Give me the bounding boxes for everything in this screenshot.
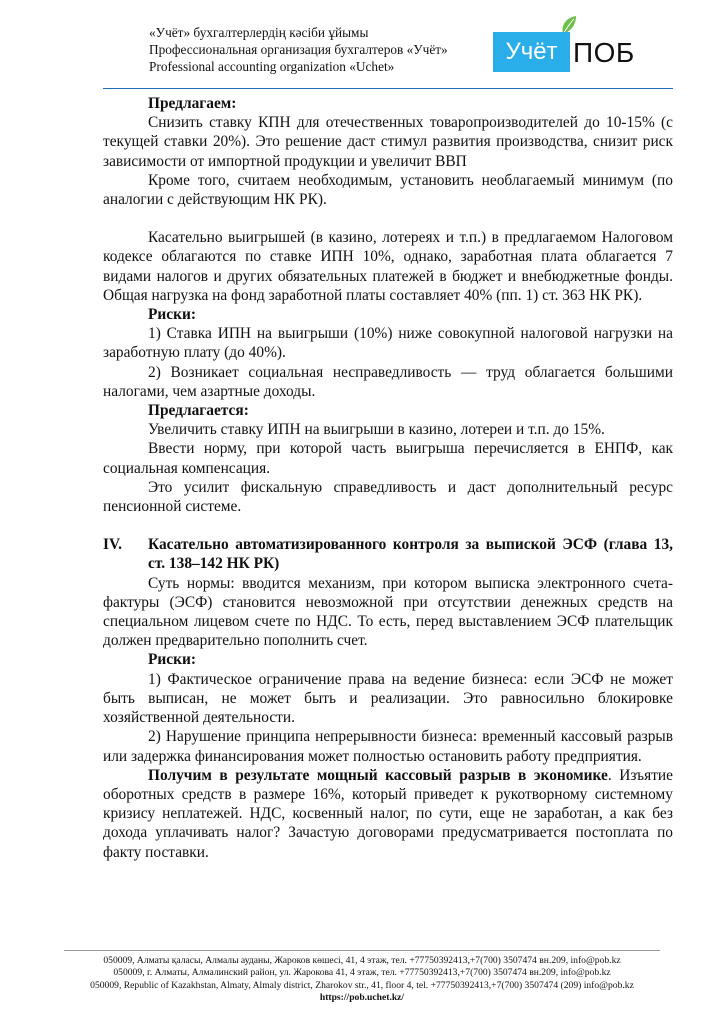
letterhead xyxy=(149,24,499,75)
header-divider xyxy=(103,88,673,89)
company-logo xyxy=(493,14,655,74)
proposal-item: Это усилит фискальную справедливость и даст дополнительный ресурс пенсионной системе. xyxy=(103,478,673,516)
logo-pob-label: ПОБ xyxy=(573,37,635,68)
footer-address-russian: 050009, г. Алматы, Алмалинский район, ул. Жарокова 41, 4 этаж, тел. +77750392413,+7(700) 3507474 вн.209, info@pob.kz xyxy=(113,967,611,979)
footer xyxy=(0,955,724,1004)
proposed-heading: Предлагается: xyxy=(148,402,249,420)
footer-divider xyxy=(64,950,660,951)
spacer xyxy=(103,516,673,535)
footer-website-link[interactable]: https://pob.uchet.kz/ xyxy=(319,991,405,1003)
conclusion-bold: Получим в результате мощный кассовый разрыв в экономике xyxy=(148,766,608,784)
essence-paragraph: Суть нормы: вводится механизм, при котором выписка электронного счета-фактуры (ЭСФ) становится невозможной при отсутствии денежных средств на специальном лицевом счете по НДС. То есть, перед выставлением ЭСФ плательщик должен предварительно пополнить счет. xyxy=(103,574,673,650)
org-name-english: Professional accounting organization «Uchet» xyxy=(149,59,395,74)
risks-heading: Риски: xyxy=(148,651,196,669)
conclusion-paragraph xyxy=(103,766,673,862)
section-title: Касательно автоматизированного контроля за выпиской ЭСФ (глава 13, ст. 138–142 НК РК) xyxy=(148,536,673,573)
section-number: IV. xyxy=(103,536,122,554)
proposal-heading: Предлагаем: xyxy=(148,95,237,112)
proposal-item: Увеличить ставку ИПН на выигрыши в казино, лотереи и т.п. до 15%. xyxy=(148,421,605,439)
org-name-kazakh: «Учёт» бухгалтерлердің кәсіби ұйымы xyxy=(149,25,369,40)
org-name-russian: Профессиональная организация бухгалтеров «Учёт» xyxy=(149,42,448,57)
footer-address-kazakh: 050009, Алматы қаласы, Алмалы ауданы, Жароков көшесі, 41, 4 этаж, тел. +77750392413,+7(700) 3507474 вн.209, info@pob.kz xyxy=(103,955,621,966)
section-heading xyxy=(103,535,673,573)
risk-item: 1) Фактическое ограничение права на ведение бизнеса: если ЭСФ не может быть выписан, не может быть и реализации. Это равносильно блокировке хозяйственной деятельности. xyxy=(103,670,673,727)
proposal-text: Снизить ставку КПН для отечественных товаропроизводителей до 10-15% (с текущей ставки 20%). Это решение даст стимул развития производства, снизит риск зависимости от импортной продукции и увеличит ВВП xyxy=(103,114,673,170)
minimum-paragraph: Кроме того, считаем необходимым, установить необлагаемый минимум (по аналогии с действующим НК РК). xyxy=(103,171,673,209)
footer-address-english: 050009, Republic of Kazakhstan, Almaty, Almaly district, Zharokov str., 41, floor 4, tel. +77750392413,+7(700) 3507474 (209) info@pob.kz xyxy=(90,979,634,991)
proposal-item: Ввести норму, при которой часть выигрыша перечисляется в ЕНПФ, как социальная компенсация. xyxy=(103,440,673,477)
risk-item: 2) Нарушение принципа непрерывности бизнеса: временный кассовый разрыв или задержка финансирования может полностью остановить работу предприятия. xyxy=(103,728,673,765)
winnings-paragraph: Касательно выигрышей (в казино, лотереях и т.п.) в предлагаемом Налоговом кодексе облагаются по ставке ИПН 10%, однако, заработная плата облагается 7 видами налогов и других обязательных платежей в бюджет и внебюджетные фонды. Общая нагрузка на фонд заработной платы составляет 40% (пп. 1) ст. 363 НК РК). xyxy=(103,229,673,304)
logo-uchet-label: Учёт xyxy=(493,32,570,72)
risk-item: 1) Ставка ИПН на выигрыши (10%) ниже совокупной налоговой нагрузки на заработную плату (до 40%). xyxy=(103,325,673,362)
conclusion-text: . Изъятие оборотных средств в размере 16%, который приведет к рукотворному системному кризису неплатежей. НДС, косвенный налог, по сути, еще не заработан, а как без дохода уплачивать налог? Зачастую договорами предусматривается постоплата по факту поставки. xyxy=(103,766,674,861)
document-body xyxy=(103,94,673,862)
risks-heading: Риски: xyxy=(148,306,196,324)
spacer xyxy=(103,209,673,228)
risk-item: 2) Возникает социальная несправедливость — труд облагается большими налогами, чем азартные доходы. xyxy=(103,363,673,400)
